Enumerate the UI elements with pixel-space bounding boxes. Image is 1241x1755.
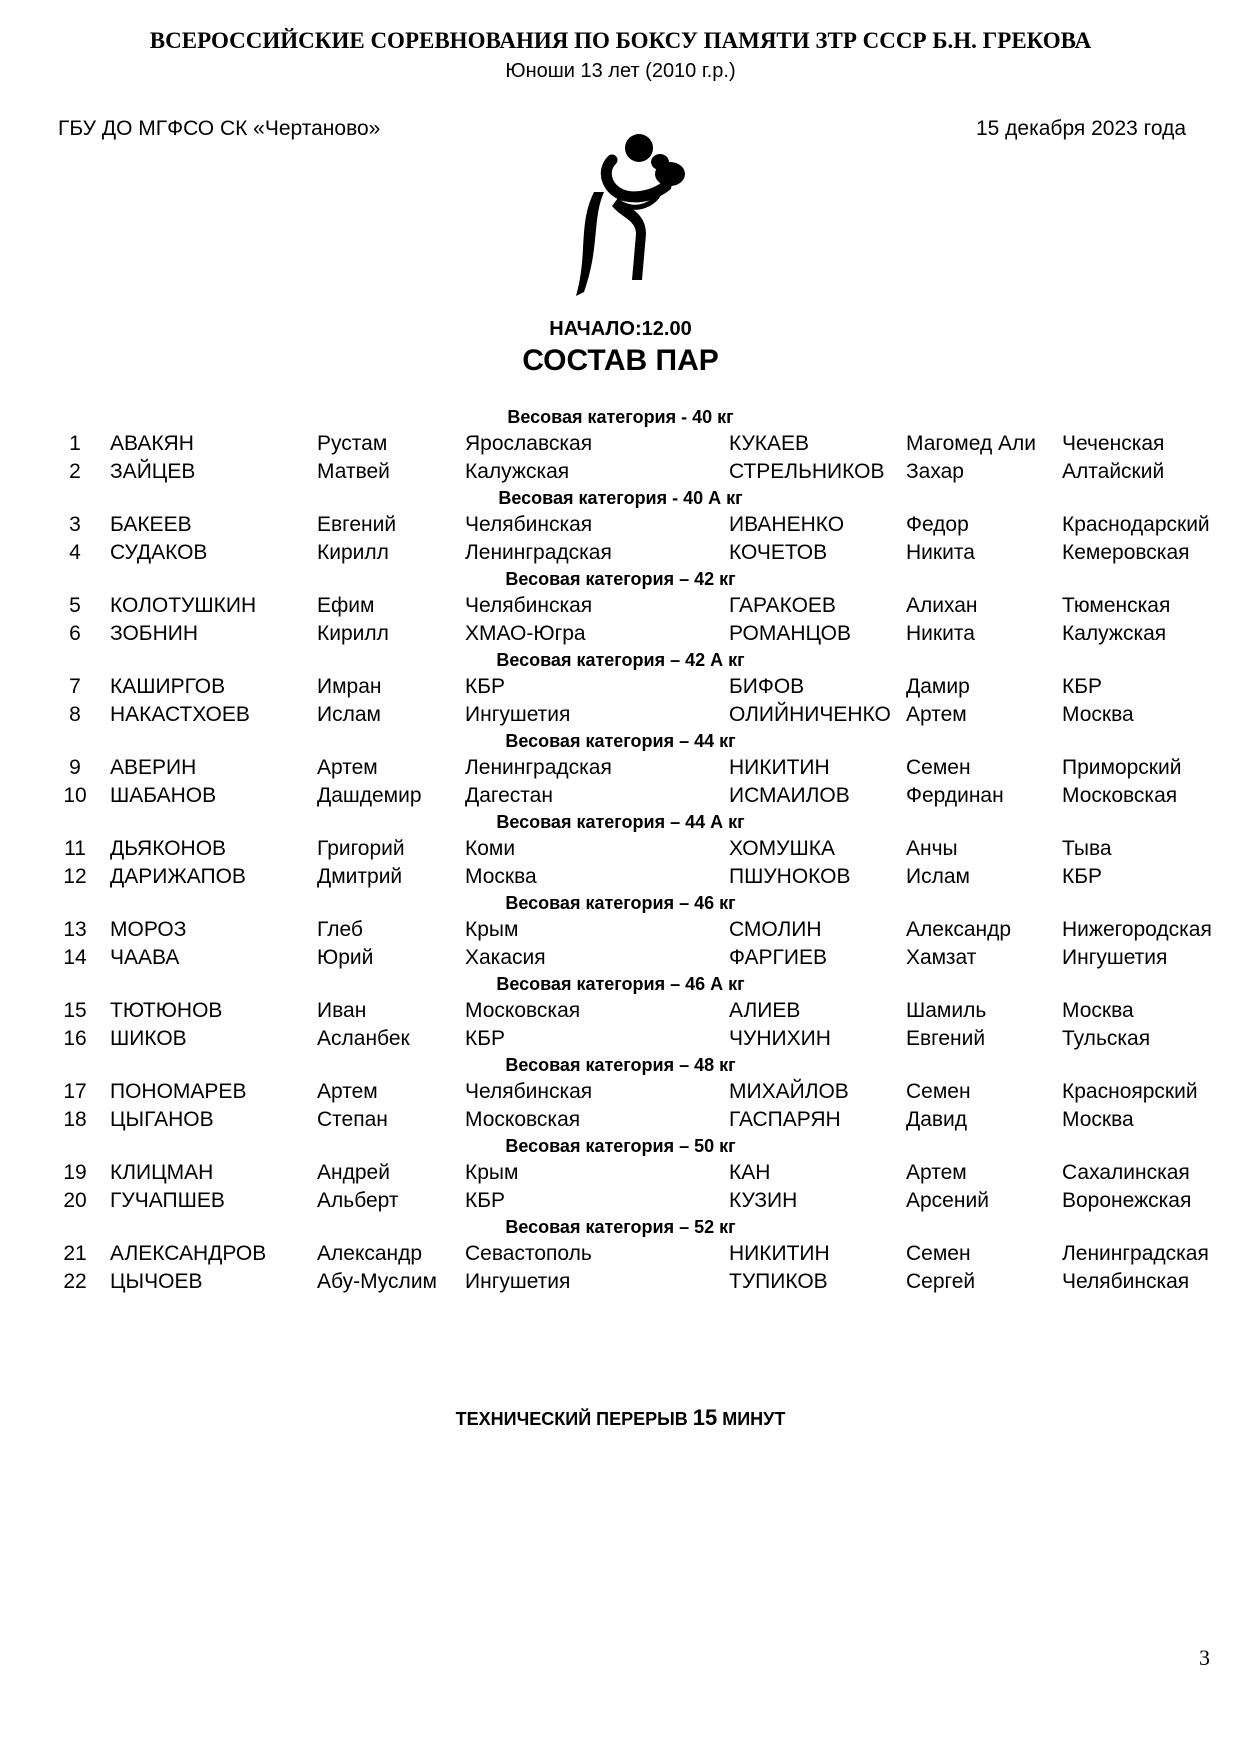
bout-row — [0, 1025, 1241, 1053]
red-name: Дмитрий — [317, 865, 403, 888]
bout-row — [0, 944, 1241, 972]
blue-region: Ленинградская — [1062, 1242, 1209, 1265]
start-time: НАЧАЛО:12.00 — [549, 318, 692, 340]
red-name: Ефим — [317, 594, 375, 617]
red-surname: ЦЫГАНОВ — [110, 1108, 214, 1131]
red-surname: ЗОБНИН — [110, 622, 198, 645]
boxer-pictogram-icon — [560, 130, 698, 300]
blue-region: Москва — [1062, 703, 1134, 726]
bout-number: 11 — [64, 837, 86, 860]
bouts-list — [0, 405, 1241, 1296]
blue-surname: НИКИТИН — [729, 756, 830, 779]
blue-name: Евгений — [906, 1027, 986, 1050]
page-number: 3 — [1199, 1645, 1210, 1670]
red-region: Ингушетия — [465, 1270, 571, 1293]
bout-row — [0, 1240, 1241, 1268]
bout-number: 12 — [63, 865, 87, 888]
blue-name: Магомед Али — [906, 432, 1037, 455]
bout-number: 13 — [63, 918, 87, 941]
red-name: Кирилл — [317, 541, 389, 564]
red-name: Иван — [317, 999, 367, 1022]
bout-row — [0, 1106, 1241, 1134]
red-region: Крым — [465, 1161, 519, 1184]
blue-name: Алихан — [906, 594, 978, 617]
red-name: Юрий — [317, 946, 374, 969]
weight-category-title: Весовая категория – 50 кг — [505, 1136, 736, 1156]
blue-region: Чеченская — [1062, 432, 1165, 455]
bout-row — [0, 539, 1241, 567]
break-suffix: МИНУТ — [717, 1409, 786, 1429]
red-region: Челябинская — [465, 513, 593, 536]
red-name: Григорий — [317, 837, 405, 860]
red-name: Абу-Муслим — [317, 1270, 437, 1293]
blue-region: Московская — [1062, 784, 1178, 807]
blue-surname: СТРЕЛЬНИКОВ — [729, 460, 885, 483]
red-name: Рустам — [317, 432, 388, 455]
page-heading: СОСТАВ ПАР — [522, 344, 719, 377]
bout-number: 19 — [63, 1161, 87, 1184]
blue-name: Захар — [906, 460, 964, 483]
blue-surname: БИФОВ — [729, 675, 805, 698]
blue-surname: ГАРАКОЕВ — [729, 594, 836, 617]
blue-name: Давид — [906, 1108, 968, 1131]
red-surname: ШАБАНОВ — [110, 784, 217, 807]
bout-row — [0, 592, 1241, 620]
red-name: Матвей — [317, 460, 390, 483]
red-surname: ЧААВА — [110, 946, 180, 969]
bout-row — [0, 863, 1241, 891]
blue-surname: ГАСПАРЯН — [729, 1108, 841, 1131]
bout-row — [0, 835, 1241, 863]
blue-region: КБР — [1062, 675, 1103, 698]
blue-surname: КАН — [729, 1161, 771, 1184]
red-name: Александр — [317, 1242, 423, 1265]
red-region: Ярославская — [465, 432, 593, 455]
blue-surname: КУКАЕВ — [729, 432, 810, 455]
blue-name: Федор — [906, 513, 969, 536]
weight-category-title: Весовая категория – 46 кг — [505, 893, 736, 913]
document-title: ВСЕРОССИЙСКИЕ СОРЕВНОВАНИЯ ПО БОКСУ ПАМЯТИ ЗТР СССР Б.Н. ГРЕКОВА — [149, 28, 1092, 53]
blue-name: Артем — [906, 703, 967, 726]
weight-category-title: Весовая категория – 52 кг — [505, 1217, 736, 1237]
red-name: Асланбек — [317, 1027, 410, 1050]
blue-name: Семен — [906, 756, 971, 779]
red-region: Московская — [465, 1108, 581, 1131]
blue-region: Челябинская — [1062, 1270, 1190, 1293]
blue-region: Красноярский — [1062, 1080, 1198, 1103]
weight-category-title: Весовая категория – 44 кг — [505, 731, 736, 751]
red-name: Ислам — [317, 703, 381, 726]
bout-row — [0, 916, 1241, 944]
red-surname: НАКАСТХОЕВ — [110, 703, 250, 726]
blue-surname: ОЛИЙНИЧЕНКО — [729, 703, 891, 726]
red-name: Артем — [317, 1080, 378, 1103]
red-name: Глеб — [317, 918, 363, 941]
blue-region: КБР — [1062, 865, 1103, 888]
blue-surname: СМОЛИН — [729, 918, 822, 941]
red-surname: ЦЫЧОЕВ — [110, 1270, 203, 1293]
blue-surname: КУЗИН — [729, 1189, 798, 1212]
red-surname: АЛЕКСАНДРОВ — [110, 1242, 267, 1265]
red-name: Артем — [317, 756, 378, 779]
blue-surname: ХОМУШКА — [729, 837, 835, 860]
blue-name: Семен — [906, 1080, 971, 1103]
blue-region: Тюменская — [1062, 594, 1171, 617]
blue-name: Никита — [906, 622, 975, 645]
red-name: Евгений — [317, 513, 397, 536]
blue-surname: НИКИТИН — [729, 1242, 830, 1265]
bout-row — [0, 511, 1241, 539]
red-name: Кирилл — [317, 622, 389, 645]
bout-number: 14 — [63, 946, 87, 969]
blue-surname: ИВАНЕНКО — [729, 513, 845, 536]
blue-region: Москва — [1062, 999, 1134, 1022]
red-surname: СУДАКОВ — [110, 541, 208, 564]
bout-row — [0, 673, 1241, 701]
red-region: Ленинградская — [465, 756, 612, 779]
red-region: Ингушетия — [465, 703, 571, 726]
bout-number: 17 — [63, 1080, 87, 1103]
blue-surname: РОМАНЦОВ — [729, 622, 851, 645]
red-surname: АВЕРИН — [110, 756, 197, 779]
bout-row — [0, 782, 1241, 810]
blue-region: Нижегородская — [1062, 918, 1212, 941]
bout-row — [0, 430, 1241, 458]
blue-surname: ЧУНИХИН — [729, 1027, 831, 1050]
blue-name: Александр — [906, 918, 1012, 941]
red-surname: ДАРИЖАПОВ — [110, 865, 246, 888]
bout-row — [0, 701, 1241, 729]
bout-number: 6 — [69, 622, 81, 645]
blue-region: Алтайский — [1062, 460, 1165, 483]
bout-row — [0, 997, 1241, 1025]
weight-category-title: Весовая категория – 48 кг — [505, 1055, 736, 1075]
red-region: Московская — [465, 999, 581, 1022]
bout-number: 2 — [69, 460, 81, 483]
red-region: КБР — [465, 1189, 506, 1212]
red-region: Челябинская — [465, 1080, 593, 1103]
blue-region: Тульская — [1062, 1027, 1151, 1050]
red-surname: КАШИРГОВ — [110, 675, 226, 698]
red-surname: КЛИЦМАН — [110, 1161, 214, 1184]
blue-name: Семен — [906, 1242, 971, 1265]
blue-surname: КОЧЕТОВ — [729, 541, 828, 564]
red-region: Калужская — [465, 460, 570, 483]
blue-region: Краснодарский — [1062, 513, 1210, 536]
blue-name: Арсений — [906, 1189, 989, 1212]
red-region: КБР — [465, 675, 506, 698]
bout-row — [0, 1078, 1241, 1106]
blue-name: Анчы — [906, 837, 958, 860]
red-region: Хакасия — [465, 946, 546, 969]
blue-surname: ФАРГИЕВ — [729, 946, 827, 969]
blue-region: Приморский — [1062, 756, 1182, 779]
red-region: КБР — [465, 1027, 506, 1050]
red-surname: ГУЧАПШЕВ — [110, 1189, 225, 1212]
red-surname: ДЬЯКОНОВ — [110, 837, 227, 860]
weight-category-title: Весовая категория - 40 кг — [507, 407, 734, 427]
weight-category-title: Весовая категория – 42 кг — [505, 569, 736, 589]
bout-number: 15 — [63, 999, 87, 1022]
red-region: Дагестан — [465, 784, 553, 807]
weight-category-title: Весовая категория – 46 А кг — [496, 974, 745, 994]
red-surname: МОРОЗ — [110, 918, 187, 941]
red-surname: БАКЕЕВ — [110, 513, 192, 536]
bout-number: 8 — [69, 703, 81, 726]
bout-number: 7 — [69, 675, 81, 698]
bout-row — [0, 620, 1241, 648]
blue-region: Калужская — [1062, 622, 1167, 645]
bout-number: 18 — [63, 1108, 87, 1131]
event-date: 15 декабря 2023 года — [975, 117, 1186, 140]
blue-name: Никита — [906, 541, 975, 564]
red-surname: КОЛОТУШКИН — [110, 594, 257, 617]
red-surname: ШИКОВ — [110, 1027, 187, 1050]
blue-surname: ИСМАИЛОВ — [729, 784, 850, 807]
red-region: Москва — [465, 865, 537, 888]
bout-row — [0, 1268, 1241, 1296]
weight-category-title: Весовая категория - 40 А кг — [498, 488, 743, 508]
blue-surname: ТУПИКОВ — [729, 1270, 828, 1293]
red-name: Степан — [317, 1108, 388, 1131]
blue-surname: АЛИЕВ — [729, 999, 801, 1022]
red-surname: ЗАЙЦЕВ — [110, 460, 196, 483]
bout-row — [0, 1187, 1241, 1215]
red-region: Челябинская — [465, 594, 593, 617]
technical-break — [0, 1405, 1241, 1431]
bout-number: 4 — [69, 541, 81, 564]
bout-number: 3 — [69, 513, 81, 536]
blue-name: Ислам — [906, 865, 970, 888]
red-name: Дашдемир — [317, 784, 422, 807]
blue-surname: МИХАЙЛОВ — [729, 1080, 849, 1103]
break-prefix: ТЕХНИЧЕСКИЙ ПЕРЕРЫВ — [455, 1409, 693, 1429]
bout-row — [0, 458, 1241, 486]
bout-number: 21 — [63, 1242, 87, 1265]
red-region: ХМАО-Югра — [465, 622, 586, 645]
blue-region: Москва — [1062, 1108, 1134, 1131]
blue-name: Шамиль — [906, 999, 987, 1022]
blue-name: Дамир — [906, 675, 970, 698]
blue-region: Воронежская — [1062, 1189, 1192, 1212]
red-surname: ПОНОМАРЕВ — [110, 1080, 247, 1103]
blue-region: Кемеровская — [1062, 541, 1190, 564]
red-name: Имран — [317, 675, 382, 698]
red-region: Крым — [465, 918, 519, 941]
red-name: Альберт — [317, 1189, 399, 1212]
blue-region: Сахалинская — [1062, 1161, 1190, 1184]
bout-number: 1 — [69, 432, 81, 455]
weight-category-title: Весовая категория – 44 А кг — [496, 812, 745, 832]
red-name: Андрей — [317, 1161, 390, 1184]
bout-number: 16 — [63, 1027, 87, 1050]
organization: ГБУ ДО МГФСО СК «Чертаново» — [58, 117, 381, 140]
red-region: Ленинградская — [465, 541, 612, 564]
blue-name: Фердинан — [906, 784, 1004, 807]
bout-number: 9 — [69, 756, 81, 779]
blue-name: Хамзат — [906, 946, 977, 969]
weight-category-title: Весовая категория – 42 А кг — [496, 650, 745, 670]
bout-number: 20 — [63, 1189, 87, 1212]
bout-row — [0, 754, 1241, 782]
document-subtitle: Юноши 13 лет (2010 г.р.) — [505, 60, 736, 82]
break-minutes: 15 — [692, 1405, 718, 1430]
blue-region: Тыва — [1062, 837, 1112, 860]
bout-number: 10 — [63, 784, 87, 807]
red-surname: ТЮТЮНОВ — [110, 999, 223, 1022]
bout-number: 5 — [69, 594, 81, 617]
red-region: Коми — [465, 837, 516, 860]
blue-region: Ингушетия — [1062, 946, 1168, 969]
blue-name: Артем — [906, 1161, 967, 1184]
blue-surname: ПШУНОКОВ — [729, 865, 851, 888]
blue-name: Сергей — [906, 1270, 976, 1293]
bout-row — [0, 1159, 1241, 1187]
red-surname: АВАКЯН — [110, 432, 194, 455]
bout-number: 22 — [63, 1270, 87, 1293]
red-region: Севастополь — [465, 1242, 592, 1265]
